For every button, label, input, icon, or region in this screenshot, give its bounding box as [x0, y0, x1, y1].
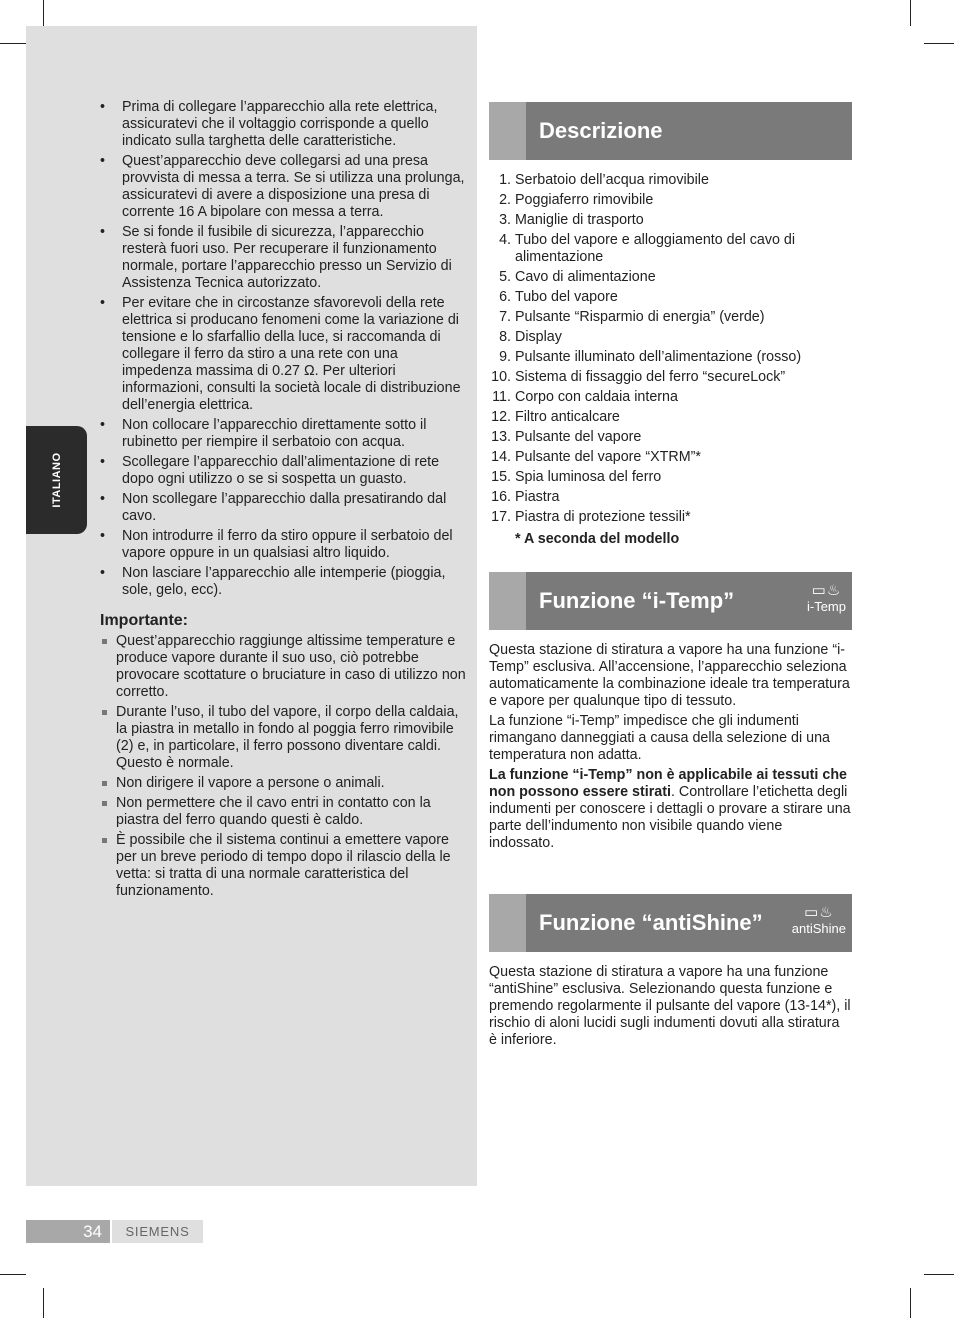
antishine-text: [489, 964, 851, 1052]
crop-mark: [910, 1288, 911, 1318]
badge-label: i-Temp: [806, 599, 846, 614]
list-item: 3. Maniglie di trasporto: [499, 212, 644, 228]
list-item: 6. Tubo del vapore: [499, 289, 618, 305]
important-list: [100, 633, 468, 900]
list-item: • Non scollegare l’apparecchio dalla presatirando dal cavo.: [100, 491, 468, 525]
list-item: • Non lasciare l’apparecchio alle intemperie (pioggia, sole, gelo, ecc).: [100, 565, 468, 599]
language-label: ITALIANO: [50, 452, 63, 508]
crop-mark: [43, 1288, 44, 1318]
list-item: 1. Serbatoio dell’acqua rimovibile: [499, 172, 709, 188]
list-item: 9. Pulsante illuminato dell’alimentazione (rosso): [499, 349, 802, 365]
antishine-header: [489, 894, 852, 952]
page-number: 34: [26, 1220, 110, 1243]
important-heading: Importante:: [100, 612, 188, 629]
paragraph: Questa stazione di stiratura a vapore ha una funzione “i-Temp” esclusiva. All’accensione, l’apparecchio seleziona automaticamente la combinazione ideale tra temperatura e vapore per qualunque tipo di tessuto.: [489, 642, 850, 709]
language-tab: [26, 426, 87, 534]
list-item: 4. Tubo del vapore e alloggiamento del cavo di alimentazione: [499, 232, 796, 265]
list-item: È possibile che il sistema continui a emettere vapore per un breve periodo di tempo dopo il rilascio della le vetta: si tratta di una normale caratteristica del funzionamento.: [100, 832, 468, 900]
crop-mark: [0, 1274, 26, 1275]
list-item: 5. Cavo di alimentazione: [499, 269, 656, 285]
paragraph: La funzione “i-Temp” impedisce che gli indumenti rimangano danneggiati a causa della selezione di una temperatura non adatta.: [489, 713, 830, 763]
brand-label: SIEMENS: [112, 1220, 203, 1243]
list-item: • Non collocare l’apparecchio direttamente sotto il rubinetto per riempire il serbatoio con acqua.: [100, 417, 468, 451]
list-item: 17. Piastra di protezione tessili*: [491, 509, 691, 525]
crop-mark: [0, 43, 26, 44]
list-item: 7. Pulsante “Risparmio di energia” (verde): [499, 309, 765, 325]
list-item: Non permettere che il cavo entri in contatto con la piastra del ferro quando questi è caldo.: [100, 795, 468, 829]
crop-mark: [924, 43, 954, 44]
list-item: 8. Display: [499, 329, 562, 345]
badge-label: antiShine: [791, 921, 846, 936]
itemp-header: [489, 572, 852, 630]
crop-mark: [924, 1274, 954, 1275]
crop-mark: [43, 0, 44, 26]
header-tab: [489, 102, 526, 160]
section-title: Funzione “antiShine”: [539, 910, 763, 935]
safety-bullet-list: [100, 99, 468, 599]
descrizione-header: [489, 102, 852, 160]
list-item: 13. Pulsante del vapore: [491, 429, 642, 445]
section-title: Funzione “i-Temp”: [539, 588, 735, 613]
safety-column: [100, 99, 468, 903]
antishine-badge: [792, 904, 846, 936]
iron-steam-icon: ▭♨: [811, 582, 842, 599]
list-item: Quest’apparecchio raggiunge altissime temperature e produce vapore durante il suo uso, ciò potrebbe provocare scottature o bruciature in caso di utilizzo non corretto.: [100, 633, 468, 701]
list-item: • Per evitare che in circostanze sfavorevoli della rete elettrica si producano fenomeni come la variazione di tensione e lo sfarfallio della luce, si raccomanda di collegare il ferro da stiro a una rete con una impedenza massima di 0.27 Ω. Per ulteriori informazioni, consulti la società locale di distribuzione dell’energia elettrica.: [100, 295, 468, 414]
list-item: • Prima di collegare l’apparecchio alla rete elettrica, assicuratevi che il voltaggio corrisponde a quello indicato sulla targhetta delle caratteristiche.: [100, 99, 468, 150]
crop-mark: [910, 0, 911, 26]
list-item: • Se si fonde il fusibile di sicurezza, l’apparecchio resterà fuori uso. Per recuperare il funzionamento normale, portare l’apparecchio presso un Servizio di Assistenza Tecnica autorizzato.: [100, 224, 468, 292]
itemp-badge: [807, 582, 846, 614]
list-item: • Quest’apparecchio deve collegarsi ad una presa provvista di messa a terra. Se si utilizza una prolunga, assicuratevi di avere a disposizione una presa di corrente 16 A bipolare con messa a terra.: [100, 153, 468, 221]
iron-steam-icon: ▭♨: [804, 904, 834, 921]
list-item: Non dirigere il vapore a persone o animali.: [100, 775, 468, 792]
list-item: 11. Corpo con caldaia interna: [492, 389, 678, 405]
bold-text: La funzione “i-Temp” non è applicabile ai tessuti che non possono essere stirati: [489, 767, 848, 800]
list-item: 14. Pulsante del vapore “XTRM”*: [491, 449, 701, 465]
section-title: Descrizione: [539, 118, 663, 143]
list-item: Durante l’uso, il tubo del vapore, il corpo della caldaia, la piastra in metallo in fondo al poggia ferro rimovibile (2) e, in particolare, il ferro possono diventare caldi. Questo è normale.: [100, 704, 468, 772]
header-tab: [489, 572, 526, 630]
paragraph: Questa stazione di stiratura a vapore ha una funzione “antiShine” esclusiva. Selezionando questa funzione e premendo regolarmente il pulsante del vapore (13-14*), il rischio di aloni lucidi sugli indumenti dovuti alla stiratura è inferiore.: [489, 964, 851, 1048]
list-item: 16. Piastra: [491, 489, 560, 505]
parts-list: [489, 172, 849, 529]
header-tab: [489, 894, 526, 952]
list-item: 12. Filtro anticalcare: [491, 409, 620, 425]
model-note: * A seconda del modello: [515, 531, 680, 547]
list-item: 2. Poggiaferro rimovibile: [499, 192, 654, 208]
list-item: • Scollegare l’apparecchio dall’alimentazione di rete dopo ogni utilizzo o se si sospetta un guasto.: [100, 454, 468, 488]
paragraph: La funzione “i-Temp” non è applicabile ai tessuti che non possono essere stirati. Controllare l’etichetta degli indumenti per conoscere i dettagli o provare a stirare una parte dell’indumento non visibile quando viene indossato.: [489, 767, 851, 851]
list-item: • Non introdurre il ferro da stiro oppure il serbatoio del vapore oppure in un qualsiasi altro liquido.: [100, 528, 468, 562]
list-item: 10. Sistema di fissaggio del ferro “secureLock”: [491, 369, 786, 385]
itemp-text: [489, 642, 851, 855]
list-item: 15. Spia luminosa del ferro: [491, 469, 662, 485]
